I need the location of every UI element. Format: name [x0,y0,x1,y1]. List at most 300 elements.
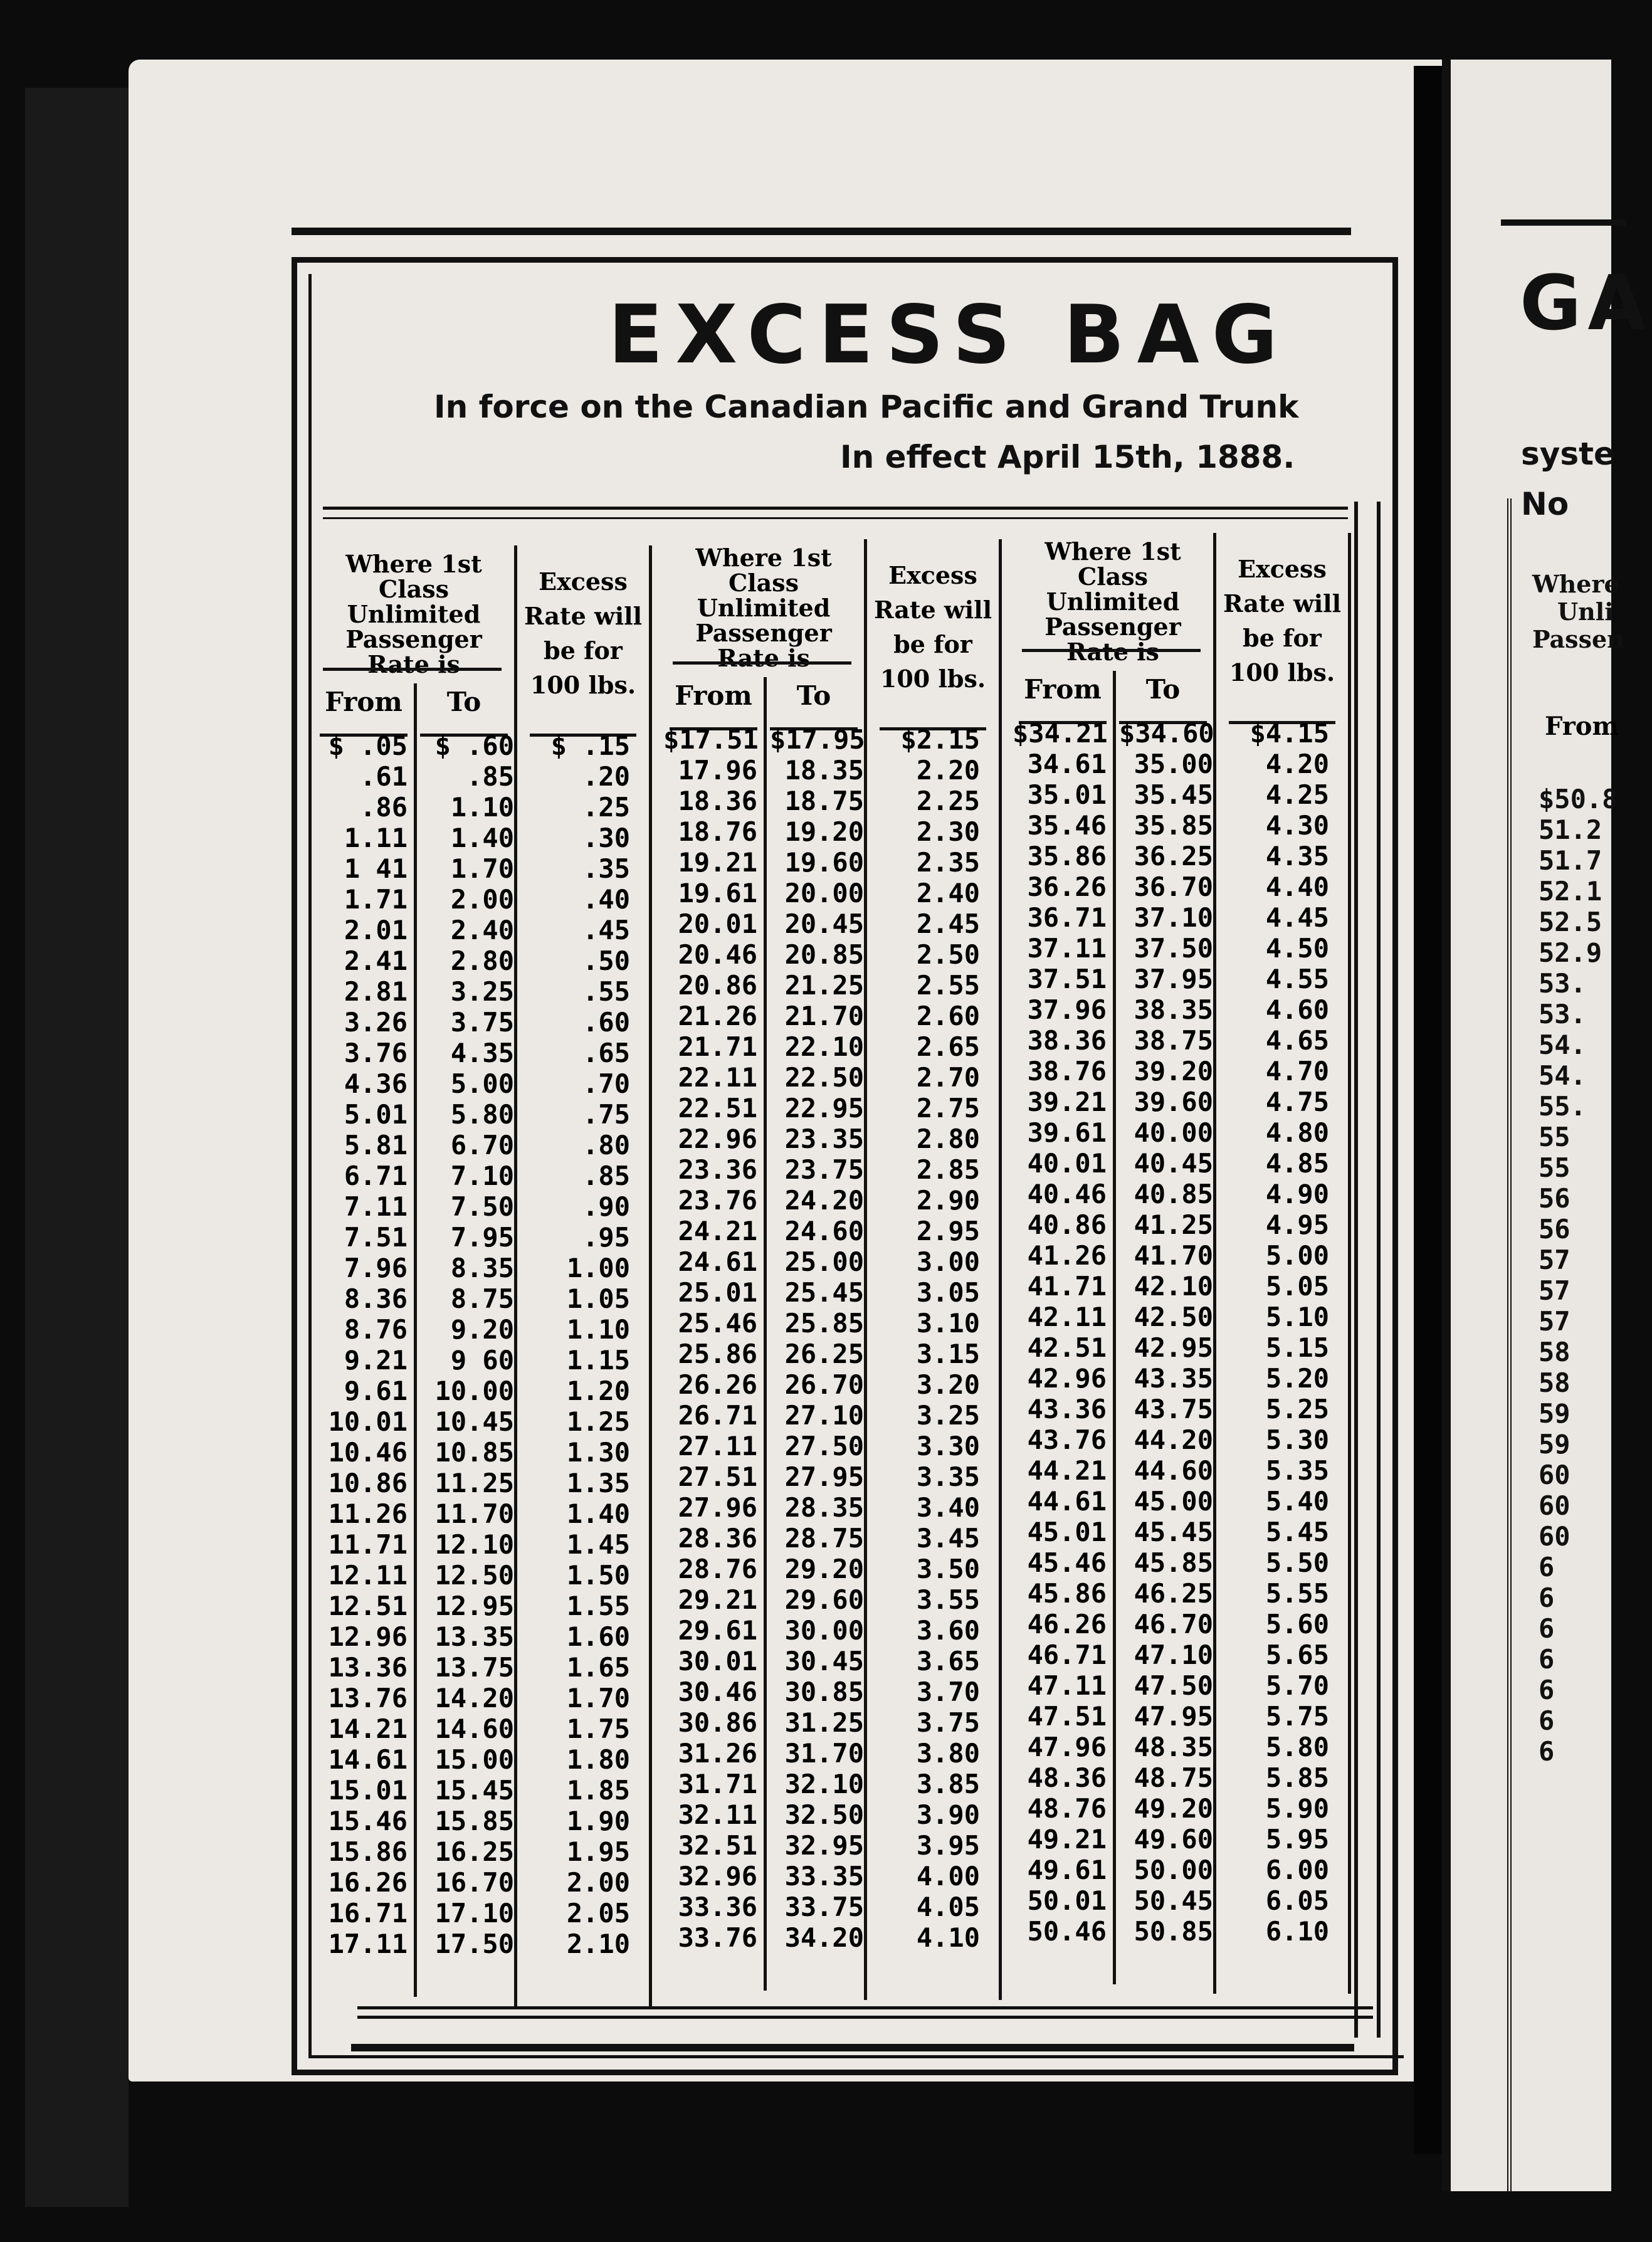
to-cell: 17.10 [434,1898,514,1929]
to-cell: 29.20 [784,1554,864,1584]
from-column-header: From [325,687,402,717]
excess-cell: 3.35 [916,1461,980,1492]
adjacent-top-rule [1501,219,1626,226]
from-cell: 39.21 [1027,1087,1107,1117]
to-cell: 45.00 [1134,1486,1213,1517]
adjacent-from-cell: 56 [1539,1214,1570,1245]
excess-cell: .40 [582,884,630,915]
to-cell: 11.25 [434,1468,514,1498]
to-cell: 31.25 [784,1707,864,1738]
to-cell: 41.70 [1134,1240,1213,1271]
from-cell: 7.51 [344,1222,408,1253]
excess-cell: 2.35 [916,847,980,878]
adjacent-frame [1507,498,1512,2191]
from-column-header: From [1024,674,1102,705]
excess-cell: 3.15 [916,1339,980,1369]
excess-cell: 1.30 [566,1437,630,1468]
to-cell: 47.95 [1134,1701,1213,1732]
excess-cell: 5.15 [1265,1332,1329,1363]
from-cell: 18.36 [678,786,757,816]
from-cell: 44.21 [1027,1455,1107,1486]
excess-cell: $2.15 [900,724,980,755]
column-divider [649,545,652,2006]
from-cell: 45.46 [1027,1547,1107,1578]
to-cell: 40.85 [1134,1179,1213,1209]
from-cell: 18.76 [678,816,757,847]
from-cell: 30.86 [678,1707,757,1738]
to-cell: 9 60 [450,1345,514,1376]
excess-cell: 1.70 [566,1683,630,1713]
excess-cell: 1.90 [566,1806,630,1836]
from-cell: 47.51 [1027,1701,1107,1732]
adjacent-from-cell: 60 [1539,1521,1570,1552]
to-cell: 19.60 [784,847,864,878]
excess-cell: 2.70 [916,1062,980,1093]
excess-cell: .20 [582,761,630,792]
to-cell: 16.70 [434,1867,514,1898]
excess-cell: 1.20 [566,1376,630,1406]
excess-cell: 6.10 [1265,1916,1329,1947]
to-cell: 46.70 [1134,1609,1213,1639]
from-cell: 37.11 [1027,933,1107,964]
to-cell: 14.60 [434,1713,514,1744]
from-cell: 1.71 [344,884,408,915]
excess-cell: 5.05 [1265,1271,1329,1302]
excess-cell: .30 [582,823,630,853]
from-cell: 5.01 [344,1099,408,1130]
to-cell: 33.75 [784,1892,864,1922]
from-cell: 42.11 [1027,1302,1107,1332]
from-cell: 8.76 [344,1314,408,1345]
from-cell: 38.76 [1027,1056,1107,1087]
from-cell: 11.71 [328,1529,408,1560]
excess-cell: 4.95 [1265,1209,1329,1240]
page-title: EXCESS BAG [608,288,1290,382]
excess-cell: 2.25 [916,786,980,816]
excess-cell: 1.45 [566,1529,630,1560]
to-cell: 5.80 [450,1099,514,1130]
adjacent-from-cell: 58 [1539,1367,1570,1398]
group-header: Where 1st Class Unlimited Passenger Rate is [1044,537,1181,666]
group-header: Where 1st Class Unlimited Passenger Rate is [695,544,832,672]
adjacent-from-cell: 51.7 [1539,845,1602,876]
to-cell: 15.00 [434,1744,514,1775]
from-cell: 32.96 [678,1861,757,1892]
from-cell: 20.86 [678,970,757,1001]
to-cell: 20.45 [784,908,864,939]
to-cell: 48.35 [1134,1732,1213,1762]
excess-column-header: Excess Rate will be for 100 lbs. [1223,555,1342,687]
from-cell: 15.01 [328,1775,408,1806]
to-cell: 23.75 [784,1154,864,1185]
to-cell: 16.25 [434,1836,514,1867]
to-cell: 31.70 [784,1738,864,1769]
to-cell: 28.35 [784,1492,864,1523]
excess-cell: 4.00 [916,1861,980,1892]
from-cell: 46.71 [1027,1639,1107,1670]
from-cell: 30.46 [678,1676,757,1707]
from-cell: 42.96 [1027,1363,1107,1394]
to-cell: 19.20 [784,816,864,847]
adjacent-from-cell: 55 [1539,1122,1570,1152]
excess-column-header: Excess Rate will be for 100 lbs. [523,567,643,699]
excess-cell: 2.90 [916,1185,980,1216]
from-cell: 11.26 [328,1498,408,1529]
adjacent-from-cell: 54. [1539,1060,1586,1091]
to-cell: 25.45 [784,1277,864,1308]
to-cell: 41.25 [1134,1209,1213,1240]
excess-cell: $ .15 [550,730,630,761]
from-cell: 29.61 [678,1615,757,1646]
to-cell: 43.35 [1134,1363,1213,1394]
from-cell: 3.76 [344,1038,408,1068]
excess-cell: 5.75 [1265,1701,1329,1732]
to-cell: 3.25 [450,976,514,1007]
excess-column [870,724,980,1953]
to-cell: 42.50 [1134,1302,1213,1332]
to-cell: .85 [466,761,514,792]
excess-cell: 3.00 [916,1246,980,1277]
excess-cell: 5.55 [1265,1578,1329,1609]
from-cell: 41.71 [1027,1271,1107,1302]
excess-cell: .45 [582,915,630,945]
from-cell: 37.96 [1027,994,1107,1025]
adjacent-from-cell: 6 [1539,1675,1555,1705]
excess-cell: 5.20 [1265,1363,1329,1394]
from-cell: 2.01 [344,915,408,945]
from-cell: 33.76 [678,1922,757,1953]
from-cell: 21.26 [678,1001,757,1031]
subtitle: In force on the Canadian Pacific and Grand Trunk [434,389,1299,425]
adjacent-from-label: From [1545,712,1619,741]
to-cell: 36.25 [1134,841,1213,871]
from-cell: 4.36 [344,1068,408,1099]
adjacent-from-cell: 52.9 [1539,937,1602,968]
to-cell: 2.80 [450,945,514,976]
excess-cell: 4.70 [1265,1056,1329,1087]
excess-cell: 2.55 [916,970,980,1001]
group-header: Where 1st Class Unlimited Passenger Rate is [345,550,482,678]
excess-cell: 6.00 [1265,1855,1329,1885]
excess-cell: 4.05 [916,1892,980,1922]
to-cell: 11.70 [434,1498,514,1529]
excess-cell: .75 [582,1099,630,1130]
to-cell: 6.70 [450,1130,514,1160]
to-cell: 35.00 [1134,749,1213,779]
excess-cell: 4.20 [1265,749,1329,779]
excess-cell: 1.50 [566,1560,630,1591]
excess-cell: 3.85 [916,1769,980,1799]
column-divider [1348,533,1351,1994]
from-cell: 14.61 [328,1744,408,1775]
adjacent-from-cell: 6 [1539,1736,1555,1767]
to-cell: 35.45 [1134,779,1213,810]
excess-cell: 4.80 [1265,1117,1329,1148]
excess-cell: 5.40 [1265,1486,1329,1517]
from-cell: 38.36 [1027,1025,1107,1056]
excess-cell: 2.80 [916,1124,980,1154]
to-cell: 39.20 [1134,1056,1213,1087]
from-cell: 19.21 [678,847,757,878]
from-cell: 47.96 [1027,1732,1107,1762]
to-cell: 24.60 [784,1216,864,1246]
from-column [663,724,757,1953]
to-cell: 13.35 [434,1621,514,1652]
excess-cell: 4.75 [1265,1087,1329,1117]
to-cell: 50.85 [1134,1916,1213,1947]
to-cell: 44.60 [1134,1455,1213,1486]
column-divider [514,545,517,2006]
from-cell: 16.71 [328,1898,408,1929]
to-cell: 21.70 [784,1001,864,1031]
excess-cell: 3.95 [916,1830,980,1861]
from-cell: .86 [360,792,408,823]
to-cell: 25.00 [784,1246,864,1277]
to-cell: 5.00 [450,1068,514,1099]
to-cell: 48.75 [1134,1762,1213,1793]
to-cell: 21.25 [784,970,864,1001]
from-cell: 21.71 [678,1031,757,1062]
from-cell: 37.51 [1027,964,1107,994]
from-cell: 3.26 [344,1007,408,1038]
to-column-header: To [1145,674,1181,705]
header-rules [323,507,1348,519]
to-cell: 3.75 [450,1007,514,1038]
from-cell: 17.96 [678,755,757,786]
from-cell: 12.96 [328,1621,408,1652]
from-cell: 32.51 [678,1830,757,1861]
to-cell: 49.60 [1134,1824,1213,1855]
to-cell: 12.10 [434,1529,514,1560]
from-cell: 20.01 [678,908,757,939]
to-cell: 30.85 [784,1676,864,1707]
to-cell: 15.85 [434,1806,514,1836]
excess-cell: .70 [582,1068,630,1099]
excess-cell: .85 [582,1160,630,1191]
column-divider [864,539,867,2000]
to-cell: 32.95 [784,1830,864,1861]
excess-cell: 1.10 [566,1314,630,1345]
excess-cell: .25 [582,792,630,823]
from-cell: 6.71 [344,1160,408,1191]
to-cell: 8.35 [450,1253,514,1283]
excess-cell: 5.35 [1265,1455,1329,1486]
excess-column-header: Excess Rate will be for 100 lbs. [873,561,992,693]
from-cell: 5.81 [344,1130,408,1160]
adjacent-from-cell: 6 [1539,1613,1555,1644]
to-cell: 42.95 [1134,1332,1213,1363]
excess-cell: 1.05 [566,1283,630,1314]
from-cell: 30.01 [678,1646,757,1676]
excess-cell: 5.95 [1265,1824,1329,1855]
to-cell: 42.10 [1134,1271,1213,1302]
excess-cell: 4.90 [1265,1179,1329,1209]
to-cell: 1.10 [450,792,514,823]
from-cell: 19.61 [678,878,757,908]
from-cell: 39.61 [1027,1117,1107,1148]
adjacent-line-fragment: No [1521,486,1569,522]
from-cell: 28.76 [678,1554,757,1584]
adjacent-from-cell: 59 [1539,1429,1570,1460]
excess-cell: 1.55 [566,1591,630,1621]
to-cell: 47.10 [1134,1639,1213,1670]
excess-cell: $4.15 [1250,718,1329,749]
adjacent-from-cell: 55 [1539,1152,1570,1183]
to-cell: 18.35 [784,755,864,786]
from-cell: 15.86 [328,1836,408,1867]
column-divider [999,539,1002,2000]
excess-cell: 2.10 [566,1929,630,1959]
to-cell: 20.00 [784,878,864,908]
to-cell: 8.75 [450,1283,514,1314]
excess-cell: 5.25 [1265,1394,1329,1424]
bottom-rules [357,2006,1373,2051]
excess-column [520,730,630,1959]
excess-cell: 2.65 [916,1031,980,1062]
from-cell: 27.96 [678,1492,757,1523]
adjacent-line-fragment: syste [1521,436,1615,472]
adjacent-from-cell: 58 [1539,1337,1570,1367]
excess-cell: 5.65 [1265,1639,1329,1670]
from-cell: 47.11 [1027,1670,1107,1701]
excess-cell: 3.90 [916,1799,980,1830]
from-cell: 7.96 [344,1253,408,1283]
excess-cell: 4.60 [1265,994,1329,1025]
excess-cell: 1.40 [566,1498,630,1529]
excess-cell: 4.10 [916,1922,980,1953]
to-cell: 40.00 [1134,1117,1213,1148]
to-cell: 32.50 [784,1799,864,1830]
to-cell: 2.00 [450,884,514,915]
from-cell: 40.86 [1027,1209,1107,1240]
to-cell: 38.35 [1134,994,1213,1025]
to-cell: 43.75 [1134,1394,1213,1424]
from-cell: 43.36 [1027,1394,1107,1424]
excess-cell: 5.00 [1265,1240,1329,1271]
from-cell: 27.11 [678,1431,757,1461]
excess-cell: 3.50 [916,1554,980,1584]
excess-cell: 5.50 [1265,1547,1329,1578]
from-cell: 13.76 [328,1683,408,1713]
excess-cell: 4.55 [1265,964,1329,994]
to-cell: 38.75 [1134,1025,1213,1056]
excess-cell: 2.50 [916,939,980,970]
to-cell: $ .60 [434,730,514,761]
to-cell: 37.10 [1134,902,1213,933]
to-cell: 34.20 [784,1922,864,1953]
from-cell: .61 [360,761,408,792]
from-cell: 45.01 [1027,1517,1107,1547]
from-cell: 9.61 [344,1376,408,1406]
adjacent-from-cell: 6 [1539,1644,1555,1675]
from-cell: 45.86 [1027,1578,1107,1609]
from-cell: 29.21 [678,1584,757,1615]
excess-cell: 2.60 [916,1001,980,1031]
to-cell: 37.50 [1134,933,1213,964]
adjacent-from-cell: 54. [1539,1029,1586,1060]
from-cell: 13.36 [328,1652,408,1683]
excess-cell: 1.65 [566,1652,630,1683]
from-cell: 25.01 [678,1277,757,1308]
to-cell: 2.40 [450,915,514,945]
to-column [1119,718,1213,1947]
from-column [1013,718,1107,1947]
to-cell: 15.45 [434,1775,514,1806]
from-cell: 43.76 [1027,1424,1107,1455]
excess-cell: 1.25 [566,1406,630,1437]
from-cell: 1 41 [344,853,408,884]
excess-cell: 5.60 [1265,1609,1329,1639]
excess-cell: 4.25 [1265,779,1329,810]
excess-cell: 4.30 [1265,810,1329,841]
to-cell: 9.20 [450,1314,514,1345]
to-cell: 1.70 [450,853,514,884]
from-cell: 12.11 [328,1560,408,1591]
adjacent-from-cell: 53. [1539,968,1586,999]
effective-date: In effect April 15th, 1888. [840,439,1295,475]
excess-cell: .50 [582,945,630,976]
excess-cell: .60 [582,1007,630,1038]
excess-cell: 1.75 [566,1713,630,1744]
adjacent-from-cell: 60 [1539,1460,1570,1490]
to-cell: 7.10 [450,1160,514,1191]
from-cell: 12.51 [328,1591,408,1621]
from-cell: 50.46 [1027,1916,1107,1947]
to-cell: 22.50 [784,1062,864,1093]
to-cell: 32.10 [784,1769,864,1799]
excess-cell: .80 [582,1130,630,1160]
excess-cell: 4.35 [1265,841,1329,871]
excess-cell: 3.60 [916,1615,980,1646]
to-column-header: To [796,680,831,711]
to-cell: 22.10 [784,1031,864,1062]
to-cell: 35.85 [1134,810,1213,841]
from-cell: 10.46 [328,1437,408,1468]
adjacent-from-cell: 53. [1539,999,1586,1029]
excess-cell: 3.65 [916,1646,980,1676]
from-cell: 24.21 [678,1216,757,1246]
to-cell: 39.60 [1134,1087,1213,1117]
to-cell: 33.35 [784,1861,864,1892]
adjacent-from-cell: 57 [1539,1245,1570,1275]
to-cell: 26.70 [784,1369,864,1400]
excess-cell: 2.30 [916,816,980,847]
excess-cell: 4.50 [1265,933,1329,964]
excess-cell: .90 [582,1191,630,1222]
column-divider [764,677,767,1991]
excess-cell: 3.20 [916,1369,980,1400]
from-cell: 40.01 [1027,1148,1107,1179]
adjacent-from-cell: 57 [1539,1275,1570,1306]
excess-cell: 3.55 [916,1584,980,1615]
excess-cell: .35 [582,853,630,884]
top-rule [292,228,1351,235]
to-cell: 30.00 [784,1615,864,1646]
excess-cell: 1.80 [566,1744,630,1775]
excess-cell: .65 [582,1038,630,1068]
excess-column [1219,718,1329,1947]
to-cell: 27.95 [784,1461,864,1492]
from-cell: 10.86 [328,1468,408,1498]
excess-cell: 3.25 [916,1400,980,1431]
to-cell: 44.20 [1134,1424,1213,1455]
book-binding-left [25,88,129,2207]
from-cell: 22.51 [678,1093,757,1124]
to-cell: $17.95 [770,724,865,755]
excess-cell: .95 [582,1222,630,1253]
to-cell: 1.40 [450,823,514,853]
column-divider [414,683,417,1997]
